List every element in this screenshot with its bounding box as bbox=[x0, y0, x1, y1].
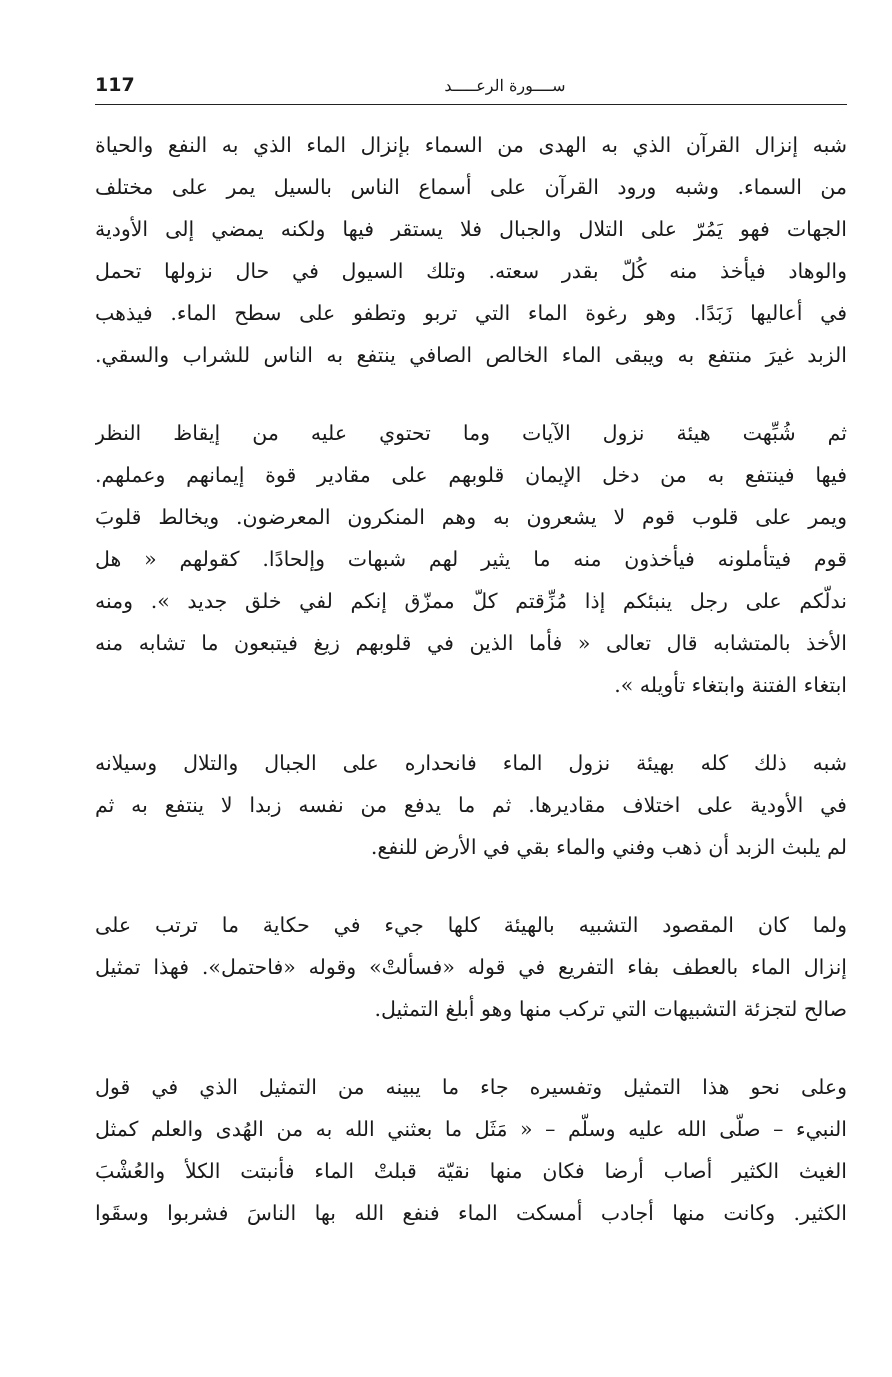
text-line: قوم فيتأملونه فيأخذون منه ما يثير لهم شبهات وإلحادًا. كقولهم « هل bbox=[95, 547, 847, 571]
text-line: شبه ذلك كله بهيئة نزول الماء فانحداره على الجبال والتلال وسيلانه bbox=[95, 751, 847, 775]
body-text bbox=[95, 124, 847, 1234]
text-line: في أعاليها زَبَدًا. وهو رغوة الماء التي تربو وتطفو على سطح الماء. فيذهب bbox=[95, 301, 847, 325]
text-line: ولما كان المقصود التشبيه بالهيئة كلها جيء في حكاية ما ترتب على bbox=[95, 913, 847, 937]
text-line: فيها فينتفع به من دخل الإيمان قلوبهم على مقادير قوة إيمانهم وعملهم. bbox=[95, 463, 847, 487]
page-number: 117 bbox=[95, 74, 135, 96]
running-title: ســــورة الرعـــــد bbox=[444, 76, 566, 95]
text-line: النبيء – صلّى الله عليه وسلّم – « مَثَل ما بعثني الله به من الهُدى والعلم كمثل bbox=[95, 1117, 847, 1141]
paragraph-2 bbox=[95, 412, 847, 706]
text-line: من السماء. وشبه ورود القرآن على أسماع الناس بالسيل يمر على مختلف bbox=[95, 175, 847, 199]
text-line: الكثير. وكانت منها أجادب أمسكت الماء فنفع الله بها الناسَ فشربوا وسقَوا bbox=[95, 1201, 847, 1225]
header-rule bbox=[95, 104, 847, 105]
text-line: وعلى نحو هذا التمثيل وتفسيره جاء ما يبينه من التمثيل الذي في قول bbox=[95, 1075, 847, 1099]
text-line: ابتغاء الفتنة وابتغاء تأويله ». bbox=[614, 673, 847, 697]
text-line: والوهاد فيأخذ منه كُلّ بقدر سعته. وتلك السيول في حال نزولها تحمل bbox=[95, 259, 847, 283]
text-line: ثم شُبِّهت هيئة نزول الآيات وما تحتوي عليه من إيقاظ النظر bbox=[95, 421, 847, 445]
text-line: في الأودية على اختلاف مقاديرها. ثم ما يدفع من نفسه زبدا لا ينتفع به ثم bbox=[95, 793, 847, 817]
paragraph-1 bbox=[95, 124, 847, 376]
text-line: الجهات فهو يَمُرّ على التلال والجبال فلا يستقر فيها ولكنه يمضي إلى الأودية bbox=[95, 217, 847, 241]
paragraph-5 bbox=[95, 1066, 847, 1234]
text-line: ويمر على قلوب قوم لا يشعرون به وهم المنكرون المعرضون. ويخالط قلوبَ bbox=[95, 505, 847, 529]
text-line: الغيث الكثير أصاب أرضا فكان منها نقيّة قبلتْ الماء فأنبتت الكلأ والعُشْبَ bbox=[95, 1159, 847, 1183]
text-line: شبه إنزال القرآن الذي به الهدى من السماء بإنزال الماء الذي به النفع والحياة bbox=[95, 133, 847, 157]
text-line: إنزال الماء بالعطف بفاء التفريع في قوله «فسألتْ» وقوله «فاحتمل». فهذا تمثيل bbox=[95, 955, 847, 979]
text-line: صالح لتجزئة التشبيهات التي تركب منها وهو أبلغ التمثيل. bbox=[374, 997, 847, 1021]
text-line: الأخذ بالمتشابه قال تعالى « فأما الذين في قلوبهم زيغ فيتبعون ما تشابه منه bbox=[95, 631, 847, 655]
page-header bbox=[95, 70, 847, 110]
text-line: الزبد غيرَ منتفع به ويبقى الماء الخالص الصافي ينتفع به الناس للشراب والسقي. bbox=[95, 343, 847, 367]
text-line: ندلّكم على رجل ينبئكم إذا مُزِّقتم كلّ ممزّق إنكم لفي خلق جديد ». ومنه bbox=[95, 589, 847, 613]
paragraph-3 bbox=[95, 742, 847, 868]
text-line: لم يلبث الزبد أن ذهب وفني والماء بقي في الأرض للنفع. bbox=[370, 835, 847, 859]
paragraph-4 bbox=[95, 904, 847, 1030]
